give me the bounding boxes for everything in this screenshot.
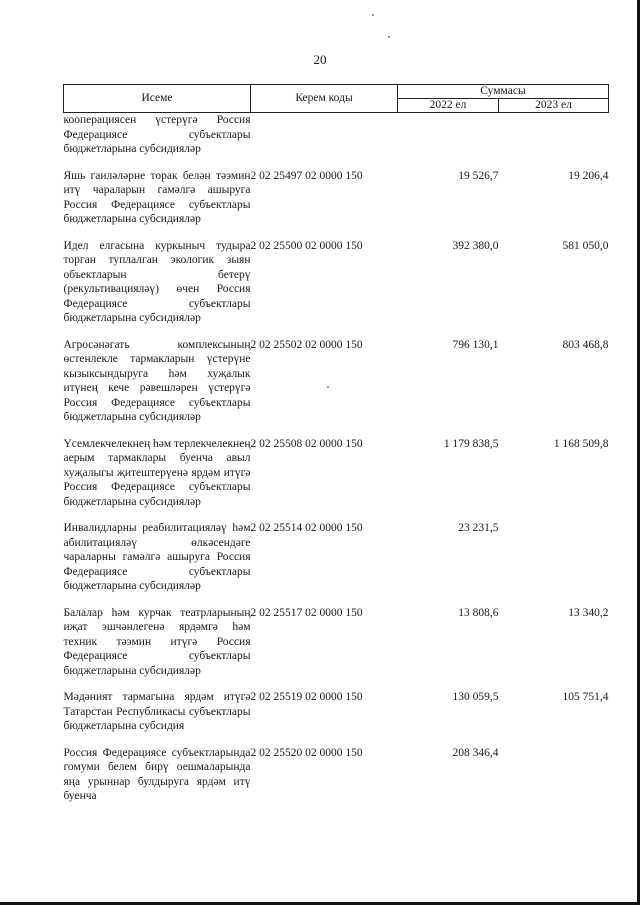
row-2023: 105 751,4 [562, 691, 609, 703]
row-2022: 796 130,1 [452, 338, 499, 351]
row-2022: 13 808,6 [458, 606, 499, 619]
row-2022: 1 179 838,5 [443, 437, 499, 450]
row-2023: 803 468,8 [562, 338, 609, 351]
row-2023: 13 340,2 [568, 606, 609, 619]
table-row [64, 678, 609, 734]
row-code: 2 02 25500 02 0000 150 [250, 239, 363, 252]
header-year-2022: 2022 ел [398, 99, 499, 113]
row-2023: 581 050,0 [562, 239, 609, 252]
row-2023: 1 168 509,8 [553, 437, 609, 450]
row-name: Инвалидларны реабилитацияләү һәм абилитацияләү өлкәсендәге чараларны гамәлгә ашыруга Россия Федерациясе субъектлары бюджетларына субсидияләр [63, 522, 251, 592]
row-code: 2 02 25519 02 0000 150 [250, 691, 363, 703]
table-row [64, 326, 609, 425]
row-name: Россия Федерациясе субъектларында гомуми белем бирү оешмаларында яңа урыннар булдыруга ярдәм итү буенча [63, 746, 251, 802]
table-row [64, 425, 609, 510]
table-row [64, 227, 609, 326]
row-2022: 23 231,5 [458, 522, 499, 534]
row-name: Мәдәният тармагына ярдәм итүгә Татарстан Республикасы субъектлары бюджетларына субсидия [63, 691, 251, 732]
row-name: Үсемлекчелекнең һәм терлекчелекнең аерым тармаклары буенча авыл хуҗалыгы җитештерүенә ярдәм итүгә Россия Федерациясе субъектлары бюджетларына субсидияләр [63, 437, 251, 508]
row-name: Агросәнәгать комплексының өстенлекле тармакларын үстерүне кызыксындыруга һәм хуҗалык итүнең кече рәвешләрен үстерүгә Россия Федерациясе субъектлары бюджетларына субсидияләр [63, 338, 251, 423]
header-amounts: Суммасы [398, 85, 609, 99]
row-code: 2 02 25508 02 0000 150 [250, 437, 363, 450]
row-2022 [398, 113, 499, 157]
row-code: 2 02 25517 02 0000 150 [250, 606, 363, 619]
row-2022: 208 346,4 [452, 746, 499, 759]
scan-speck [388, 36, 390, 38]
row-2022: 392 380,0 [452, 239, 499, 252]
row-2023 [499, 734, 609, 804]
table-row [64, 157, 609, 227]
row-name: Яшь гаиләләрне торак белән тәэмин итү чараларын гамәлгә ашыруга Россия Федерациясе субъектлары бюджетларына субсидияләр [63, 169, 251, 225]
row-2022: 130 059,5 [452, 691, 499, 703]
row-code: 2 02 25520 02 0000 150 [250, 746, 363, 759]
budget-table [63, 84, 609, 804]
row-code: 2 02 25514 02 0000 150 [250, 522, 363, 534]
table-row [64, 594, 609, 679]
row-code: 2 02 25497 02 0000 150 [250, 169, 363, 182]
row-2022: 19 526,7 [458, 169, 499, 182]
row-2023 [499, 509, 609, 594]
table-row [64, 113, 609, 157]
row-code [251, 113, 398, 157]
header-code: Керем коды [251, 85, 398, 113]
table-row [64, 509, 609, 594]
row-name: Балалар һәм курчак театрларының иҗат эшчәнлегенә ярдәмгә һәм техник тәэмин итүгә Россия Федерациясе субъектлары бюджетларына субсидияләр [63, 606, 251, 677]
scan-speck [372, 14, 374, 16]
page-number: 20 [313, 52, 327, 67]
row-2023 [499, 113, 609, 157]
row-code: 2 02 25502 02 0000 150 [250, 338, 363, 351]
row-2023: 19 206,4 [568, 169, 609, 182]
header-name: Исеме [64, 85, 251, 113]
row-name: Идел елгасына куркыныч тудыра торган туплалган экологик зыян объектларын бетерү (рекультивацияләү) өчен Россия Федерациясе субъектлары бюджетларына субсидияләр [63, 239, 251, 324]
header-year-2023: 2023 ел [499, 99, 609, 113]
row-name: кооперациясен үстерүгә Россия Федерациясе субъектлары бюджетларына субсидияләр [63, 114, 251, 155]
table-row [64, 734, 609, 804]
